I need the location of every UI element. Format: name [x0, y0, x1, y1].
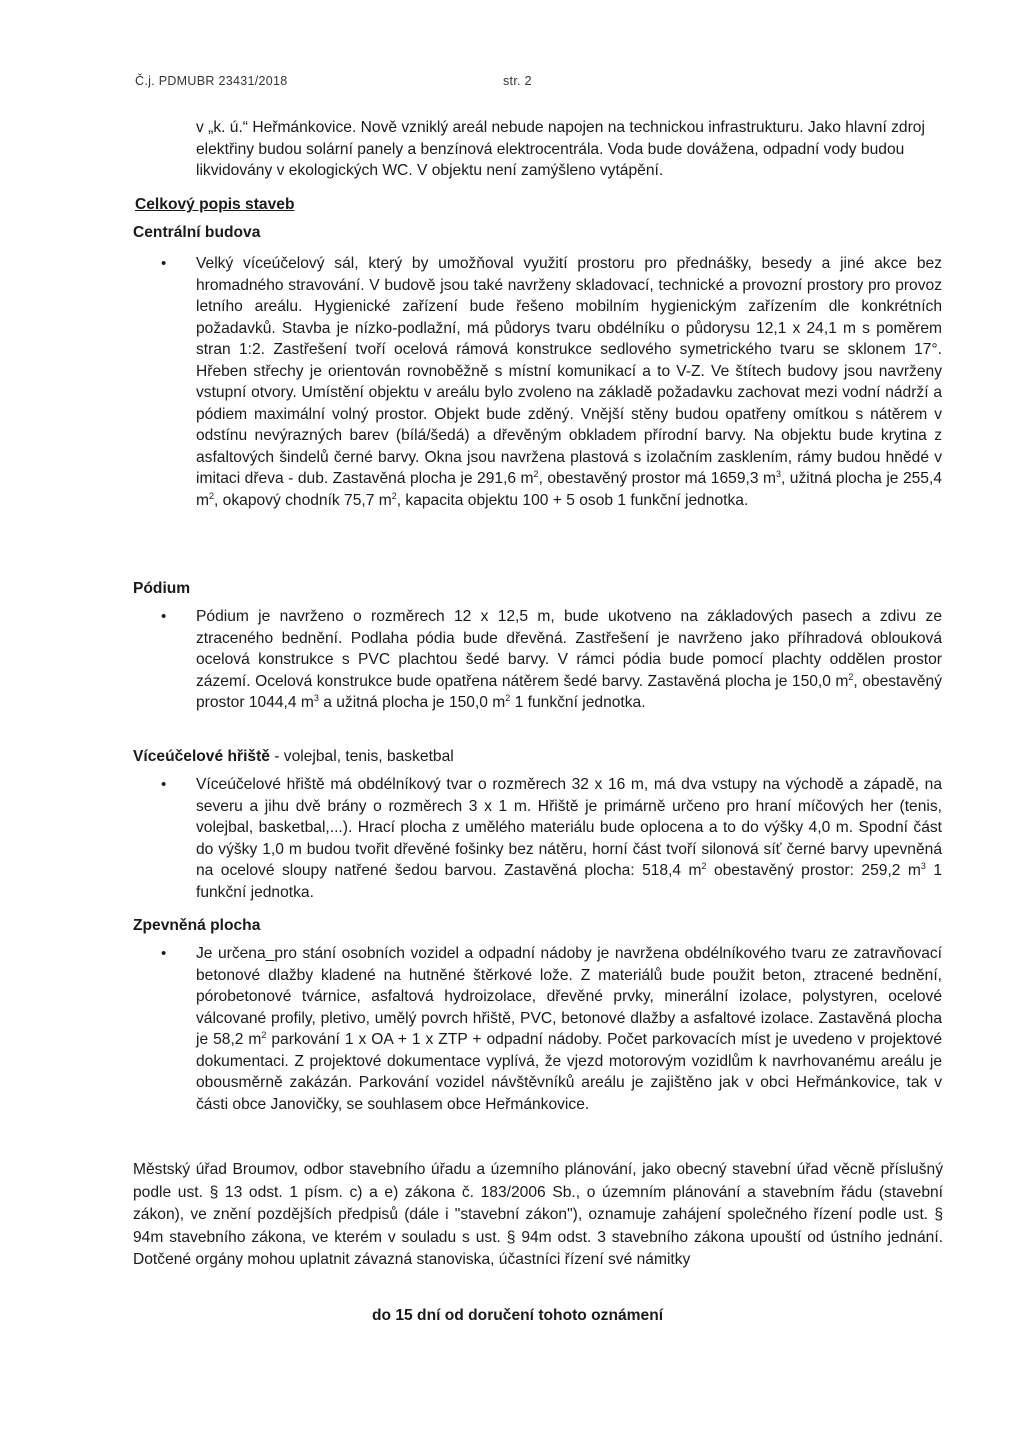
section-title-central: Centrální budova [133, 224, 261, 241]
sup-2: 2 [391, 490, 397, 501]
bullet-icon: • [161, 255, 167, 272]
paved-item [161, 943, 942, 1115]
reference-number: Č.j. PDMUBR 23431/2018 [135, 74, 288, 88]
central-text-c: , užitná plocha je 255,4 m [196, 470, 942, 509]
podium-text-c: a užitná plocha je 150,0 m [318, 694, 506, 711]
page-number: str. 2 [503, 74, 532, 88]
sup-3: 3 [775, 468, 781, 479]
bullet-icon: • [161, 945, 167, 962]
sup-3: 3 [313, 692, 319, 703]
section-title-paved: Zpevněná plocha [133, 917, 261, 934]
sup-2: 2 [848, 671, 854, 682]
podium-text-d: 1 funkční jednotka. [510, 694, 646, 711]
section-title-podium: Pódium [133, 580, 191, 597]
central-text-a: Velký víceúčelový sál, který by umožňoval využití prostoru pro přednášky, besedy a jiné akce bez hromadného stravování. V budově jsou také navrženy skladovací, technické a provozní prostory pro provoz letního areálu. Hygienické zařízení bude řešeno mobilním hygienickým zařízením dle konkrétních požadavků. Stavba je nízko-podlažní, má půdorys tvaru obdélníku o půdorysu 12,1 x 24,1 m s poměrem stran 1:2. Zastřešení tvoří ocelová rámová konstrukce sedlového symetrického tvaru se sklonem 17°. Hřeben střechy je orientován rovnoběžně s místní komunikací a to V-Z. Ve štítech budovy jsou navrženy vstupní otvory. Umístění objektu v areálu bylo zvoleno na základě požadavku zachovat mezi vodní nádrží a pódiem maximální volný prostor. Objekt bude zděný. Vnější stěny budou opatřeny omítkou s nátěrem v odstínu nevýrazných barev (bílá/šedá) a dřevěným obkladem přírodní barvy. Na objektu bude krytina z asfaltových šindelů černé barvy. Okna jsou navržena plastová s izolačním zasklením, rámy budou hnědé v imitaci dřeva - dub. Zastavěná plocha je 291,6 m [196, 255, 942, 487]
sup-2: 2 [533, 468, 539, 479]
bullet-icon: • [161, 776, 167, 793]
sup-2: 2 [209, 490, 215, 501]
section-title-court [133, 748, 454, 766]
closing-paragraph: Městský úřad Broumov, odbor stavebního úřadu a územního plánování, jako obecný stavební úřad věcně příslušný podle ust. § 13 odst. 1 písm. c) a e) zákona č. 183/2006 Sb., o územním plánování a stavebním řádu (stavební zákon), ve znění pozdějších předpisů (dále i "stavební zákon"), oznamuje zahájení společného řízení podle ust. § 94m stavebního zákona, ve kterém v souladu s ust. § 94m odst. 3 stavebního zákona upouští od ústního jednání. Dotčené orgány mohou uplatnit závazná stanoviska, účastníci řízení své námitky [133, 1161, 943, 1268]
court-subtitle: - volejbal, tenis, basketbal [269, 748, 454, 765]
podium-text-a: Pódium je navrženo o rozměrech 12 x 12,5 m, bude ukotveno na základových pasech a zdivu ze ztraceného bednění. Podlaha pódia bude dřevěná. Zastřešení je navrženo jako příhradová oblouková ocelová konstrukce s PVC plachtou šedé barvy. V rámci pódia bude pomocí plachty oddělen prostor zázemí. Ocelová konstrukce bude opatřena nátěrem šedé barvy. Zastavěná plocha je 150,0 m [196, 608, 942, 690]
deadline-statement: do 15 dní od doručení tohoto oznámení [372, 1307, 664, 1324]
central-text-d: , okapový chodník 75,7 m [214, 491, 392, 509]
court-text-c: 1 funkční jednotka. [196, 862, 942, 901]
sup-2: 2 [701, 860, 707, 871]
sup-2: 2 [261, 1029, 267, 1040]
court-item [161, 774, 942, 903]
podium-text-b: , obestavěný prostor 1044,4 m [196, 672, 942, 711]
court-text-a: Víceúčelové hřiště má obdélníkový tvar o rozměrech 32 x 16 m, má dva vstupy na východě a západě, na severu a jihu dvě brány o rozměrech 3 x 1 m. Hřiště je primárně určeno pro hraní míčových her (tenis, volejbal, basketbal,...). Hrací plocha z umělého materiálu bude oplocena a to do výšky 4,0 m. Spodní část do výšky 1,0 m budou tvořit dřevěné fošinky bez nátěru, horní část tvoří silonová síť černé barvy upevněná na ocelové sloupy natřené šedou barvou. Zastavěná plocha: 518,4 m [196, 776, 942, 879]
bullet-icon: • [161, 608, 167, 625]
central-text-b: , obestavěný prostor má 1659,3 m [538, 470, 776, 487]
central-text-e: , kapacita objektu 100 + 5 osob 1 funkční jednotka. [396, 491, 749, 509]
intro-paragraph: v „k. ú.“ Heřmánkovice. Nově vzniklý areál nebude napojen na technickou infrastrukturu. Jako hlavní zdroj elektřiny budou solární panely a benzínová elektrocentrála. Voda bude dovážena, odpadní vody budou likvidovány v ekologických WC. V objektu není zamýšleno vytápění. [196, 119, 925, 179]
central-building-item [161, 253, 942, 511]
overview-heading: Celkový popis staveb [135, 196, 295, 213]
paved-text-b: parkování 1 x OA + 1 x ZTP + odpadní nádoby. Počet parkovacích míst je uvedeno v projektové dokumentaci. Z projektové dokumentace vyplívá, že vjezd motorovým vozidlům k navrhovanému areálu je obousměrně zakázán. Parkování vozidel návštěvníků areálu je zajištěno jak v obci Heřmánkovice, tak v části obce Janovičky, se souhlasem obce Heřmánkovice. [196, 1031, 942, 1113]
podium-item [161, 606, 942, 714]
sup-3: 3 [920, 860, 926, 871]
sup-2: 2 [505, 692, 511, 703]
paved-text-a: Je určena_pro stání osobních vozidel a odpadní nádoby je navržena obdélníkového tvaru ze zatravňovací betonové dlažby kladené na hutněné štěrkové lože. Z materiálů bude použit beton, ztracené bednění, pórobetonové tvárnice, asfaltová hydroizolace, dřevěné prvky, minerální izolace, polystyren, ocelové válcované profily, pletivo, umělý povrch hřiště, PVC, betonové dlažby a asfaltové izolace. Zastavěná plocha je 58,2 m [196, 945, 942, 1048]
court-title: Víceúčelové hřiště [133, 748, 270, 765]
court-text-b: obestavěný prostor: 259,2 m [706, 862, 921, 879]
page-header [135, 74, 532, 88]
